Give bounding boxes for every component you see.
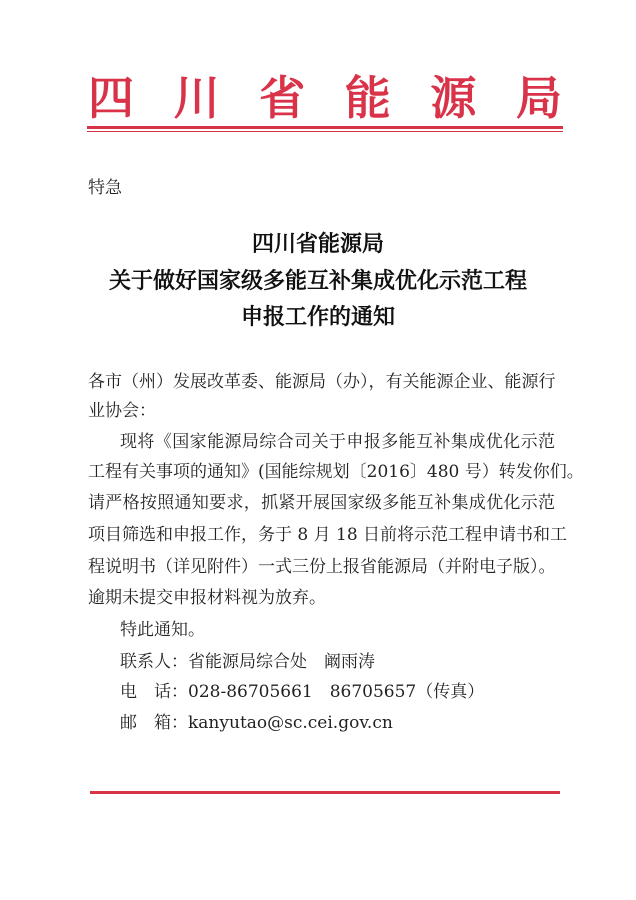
paragraph-line: 程说明书（详见附件）一式三份上报省能源局（并附电子版）。 [88,557,556,577]
contact-person: 联系人：省能源局综合处 阚雨涛 [120,652,375,672]
paragraph-line: 现将《国家能源局综合司关于申报多能互补集成优化示范 [120,432,555,452]
letterhead-rule-thin [87,131,563,132]
document-title-line: 申报工作的通知 [240,305,395,330]
addressee-line: 各市（州）发展改革委、能源局（办），有关能源企业、能源行 [88,372,556,392]
letterhead-rule-thick [87,126,563,129]
document-title-line: 四川省能源局 [251,232,384,257]
letterhead-char: 省 [259,71,306,125]
paragraph-line: 工程有关事项的通知》(国能综规划〔2016〕480 号）转发你们。 [88,462,584,482]
contact-phone: 电 话：028-86705661 86705657（传真） [120,682,485,702]
letterhead-title [88,70,562,126]
paragraph-line: 逾期未提交申报材料视为放弃。 [88,588,326,608]
paragraph-line: 请严格按照通知要求，抓紧开展国家级多能互补集成优化示范 [88,493,555,513]
letterhead-char: 川 [173,71,220,125]
footer-rule [90,791,560,794]
document-title-line: 关于做好国家级多能互补集成优化示范工程 [108,269,527,294]
contact-email: 邮 箱：kanyutao@sc.cei.gov.cn [120,713,393,733]
urgency-label: 特急 [88,178,122,198]
letterhead-char: 源 [430,71,477,125]
letterhead-char: 能 [344,71,391,125]
addressee-line: 业协会： [88,401,156,421]
closing-text: 特此通知。 [120,620,205,640]
letterhead-char: 四 [88,71,134,125]
paragraph-line: 项目筛选和申报工作，务于 8 月 18 日前将示范工程申请书和工 [88,525,568,545]
letterhead-char: 局 [515,71,562,125]
